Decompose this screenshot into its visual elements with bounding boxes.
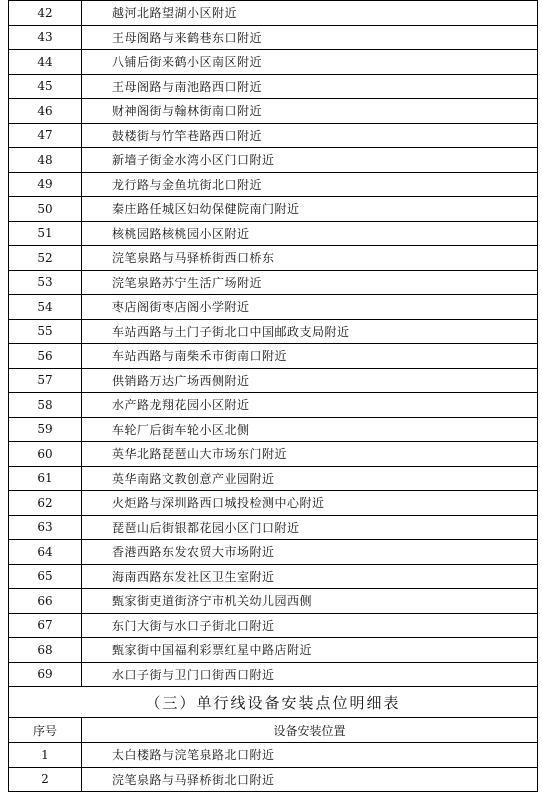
table-row [9,638,538,663]
serial-number-cell: 49 [9,172,82,197]
table-row [9,123,538,148]
location-cell: 水口子街与卫门口街西口附近 [82,662,538,687]
table-row [9,197,538,222]
serial-number-cell: 47 [9,123,82,148]
document-page [8,0,538,792]
location-cell: 火炬路与深圳路西口城投检测中心附近 [82,491,538,516]
serial-number-cell: 48 [9,148,82,173]
serial-number-cell: 65 [9,564,82,589]
serial-number-cell: 63 [9,515,82,540]
table-row [9,393,538,418]
table-row [9,491,538,516]
location-cell: 枣店阁街枣店阁小学附近 [82,295,538,320]
location-cell: 英华南路文教创意产业园附近 [82,466,538,491]
location-cell: 水产路龙翔花园小区附近 [82,393,538,418]
location-cell: 车轮厂后街车轮小区北侧 [82,417,538,442]
table-row [9,417,538,442]
table-row [9,221,538,246]
serial-number-cell: 64 [9,540,82,565]
table-header-row [9,718,538,743]
table-row [9,295,538,320]
location-cell: 秦庄路任城区妇幼保健院南门附近 [82,197,538,222]
serial-number-cell: 56 [9,344,82,369]
table-row [9,344,538,369]
serial-number-cell: 43 [9,25,82,50]
location-cell: 车站西路与土门子街北口中国邮政支局附近 [82,319,538,344]
table-row [9,270,538,295]
table-row [9,319,538,344]
section-three [9,687,538,743]
location-cell: 越河北路望湖小区附近 [82,1,538,26]
table-body-part3 [9,743,538,792]
table-row [9,99,538,124]
location-cell: 王母阁路与南池路西口附近 [82,74,538,99]
section-title-row [9,687,538,718]
serial-number-cell: 59 [9,417,82,442]
table-row [9,246,538,271]
serial-number-cell: 1 [9,743,82,768]
location-cell: 龙行路与金鱼坑街北口附近 [82,172,538,197]
table-row [9,589,538,614]
location-cell: 东门大街与水口子街北口附近 [82,613,538,638]
location-cell: 王母阁路与来鹤巷东口附近 [82,25,538,50]
header-location: 设备安装位置 [82,718,538,743]
location-cell: 香港西路东发农贸大市场附近 [82,540,538,565]
location-cell: 浣笔泉路与马驿桥街北口附近 [82,767,538,792]
serial-number-cell: 60 [9,442,82,467]
serial-number-cell: 50 [9,197,82,222]
table-row [9,662,538,687]
location-cell: 甄家街中国福利彩票红星中路店附近 [82,638,538,663]
table-row [9,540,538,565]
serial-number-cell: 69 [9,662,82,687]
table-row [9,25,538,50]
location-cell: 太白楼路与浣笔泉路北口附近 [82,743,538,768]
serial-number-cell: 53 [9,270,82,295]
table-row [9,466,538,491]
location-cell: 八铺后街来鹤小区南区附近 [82,50,538,75]
serial-number-cell: 46 [9,99,82,124]
serial-number-cell: 62 [9,491,82,516]
location-cell: 英华北路琵琶山大市场东门附近 [82,442,538,467]
table-row [9,613,538,638]
table-row [9,368,538,393]
serial-number-cell: 51 [9,221,82,246]
location-cell: 新墙子街金水湾小区门口附近 [82,148,538,173]
table-row [9,50,538,75]
location-cell: 车站西路与南柴禾市街南口附近 [82,344,538,369]
table-row [9,564,538,589]
location-cell: 供销路万达广场西侧附近 [82,368,538,393]
serial-number-cell: 68 [9,638,82,663]
serial-number-cell: 52 [9,246,82,271]
location-cell: 浣笔泉路苏宁生活广场附近 [82,270,538,295]
location-cell: 海南西路东发社区卫生室附近 [82,564,538,589]
header-serial: 序号 [9,718,82,743]
serial-number-cell: 66 [9,589,82,614]
location-cell: 琵琶山后街银都花园小区门口附近 [82,515,538,540]
table-row [9,1,538,26]
table-row [9,743,538,768]
table-row [9,172,538,197]
serial-number-cell: 58 [9,393,82,418]
table-row [9,148,538,173]
serial-number-cell: 57 [9,368,82,393]
serial-number-cell: 42 [9,1,82,26]
serial-number-cell: 55 [9,319,82,344]
location-cell: 财神阁街与翰林街南口附近 [82,99,538,124]
serial-number-cell: 61 [9,466,82,491]
serial-number-cell: 45 [9,74,82,99]
location-cell: 浣笔泉路与马驿桥街西口桥东 [82,246,538,271]
table-row [9,442,538,467]
table-body-part2 [9,1,538,687]
serial-number-cell: 44 [9,50,82,75]
section-title: （三）单行线设备安装点位明细表 [9,687,538,718]
serial-number-cell: 54 [9,295,82,320]
location-cell: 鼓楼街与竹竿巷路西口附近 [82,123,538,148]
serial-number-cell: 2 [9,767,82,792]
location-cell: 甄家街吏道街济宁市机关幼儿园西侧 [82,589,538,614]
table-row [9,767,538,792]
location-cell: 核桃园路核桃园小区附近 [82,221,538,246]
device-location-table [8,0,538,792]
table-row [9,515,538,540]
serial-number-cell: 67 [9,613,82,638]
table-row [9,74,538,99]
